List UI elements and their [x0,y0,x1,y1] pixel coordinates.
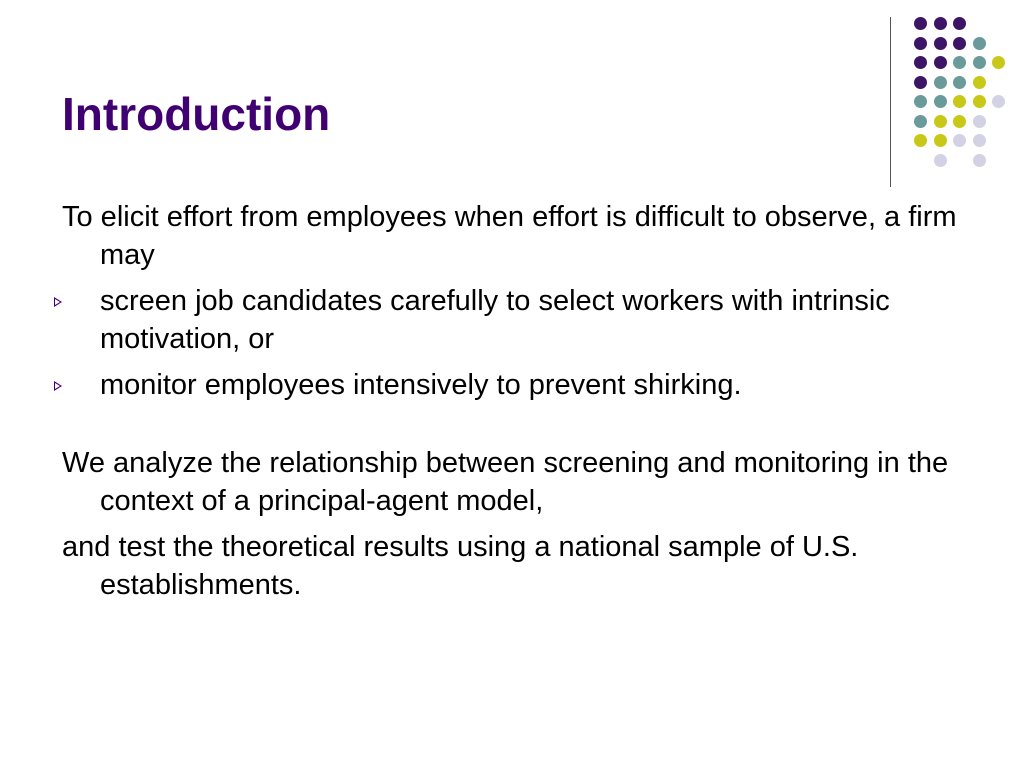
slide-body [62,198,962,612]
decorative-dot [934,154,947,167]
decorative-dot [934,17,947,30]
decorative-dot [953,37,966,50]
bullet-text: monitor employees intensively to prevent shirking. [100,369,742,401]
decorative-dot [934,115,947,128]
decorative-dot [953,95,966,108]
body-paragraph: and test the theoretical results using a national sample of U.S. establishments. [62,531,859,601]
decorative-dot [953,115,966,128]
decorative-dot [914,134,927,147]
slide-title: Introduction [62,88,331,140]
bullet-text: screen job candidates carefully to select workers with intrinsic motivation, or [100,285,890,355]
decorative-dot [973,76,986,89]
decorative-dot [973,95,986,108]
decorative-dot [973,115,986,128]
chevron-right-icon [54,297,62,307]
decorative-dot [992,95,1005,108]
bullet-item [62,366,962,404]
decorative-dot [953,56,966,69]
bullet-item [62,282,962,358]
decorative-dot [914,37,927,50]
decorative-dot [934,134,947,147]
decorative-dot [973,154,986,167]
chevron-right-icon [54,381,62,391]
body-paragraph: We analyze the relationship between screening and monitoring in the context of a principal-agent model, [62,447,949,517]
decorative-dot [914,56,927,69]
title-divider [890,17,891,187]
decorative-dot [914,115,927,128]
body-paragraph: To elicit effort from employees when effort is difficult to observe, a firm may [62,201,957,271]
decorative-dot [953,17,966,30]
decorative-dot [934,56,947,69]
decorative-dot [992,56,1005,69]
decorative-dot [934,76,947,89]
decorative-dot [973,56,986,69]
decorative-dot [973,134,986,147]
decorative-dot [914,95,927,108]
decorative-dot [914,17,927,30]
decorative-dot [914,76,927,89]
decorative-dot [953,76,966,89]
decorative-dot [973,37,986,50]
decorative-dot [934,37,947,50]
decorative-dot [953,134,966,147]
decorative-dot [934,95,947,108]
